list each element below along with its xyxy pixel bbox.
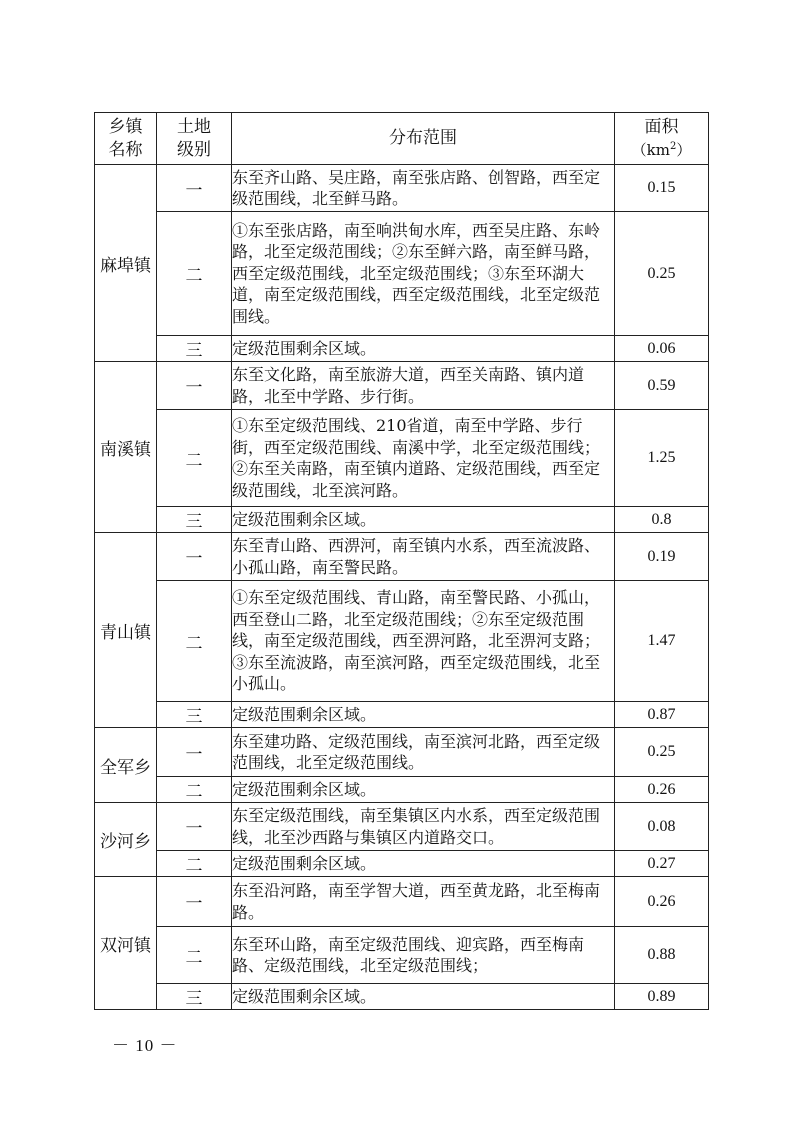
table-row <box>95 877 709 927</box>
land-grade-table <box>94 112 709 1010</box>
header-area-unit <box>615 139 708 162</box>
area-cell: 0.8 <box>615 507 709 533</box>
town-name: 双河镇 <box>95 877 157 1010</box>
range-cell: 定级范围剩余区域。 <box>232 702 615 728</box>
table-row <box>95 927 709 984</box>
header-town-line2: 名称 <box>108 139 143 160</box>
grade-cell: 三 <box>157 702 232 728</box>
area-cell: 0.25 <box>615 212 709 336</box>
header-area-line1: 面积 <box>644 116 679 137</box>
area-cell: 0.19 <box>615 533 709 581</box>
range-cell: 定级范围剩余区域。 <box>232 984 615 1010</box>
header-town-line1: 乡镇 <box>108 116 143 137</box>
table-row <box>95 851 709 877</box>
table-row <box>95 362 709 410</box>
range-cell: ①东至张店路，南至响洪甸水库，西至吴庄路、东岭路，北至定级范围线；②东至鲜六路，南至鲜马路，西至定级范围线，北至定级范围线；③东至环湖大道，南至定级范围线，西至定级范围线，北至定级范围线。 <box>232 212 615 336</box>
area-cell: 0.88 <box>615 927 709 984</box>
table-row <box>95 212 709 336</box>
grade-cell: 二 <box>157 212 232 336</box>
area-cell: 0.27 <box>615 851 709 877</box>
header-grade-line1: 土地 <box>177 116 211 137</box>
grade-cell: 二 <box>157 851 232 877</box>
town-name: 青山镇 <box>95 533 157 728</box>
table-row <box>95 777 709 803</box>
header-town <box>95 113 157 165</box>
grade-cell: 三 <box>157 336 232 362</box>
town-name: 南溪镇 <box>95 362 157 533</box>
area-cell: 0.26 <box>615 877 709 927</box>
range-cell: 定级范围剩余区域。 <box>232 777 615 803</box>
grade-cell: 一 <box>157 728 232 777</box>
header-range: 分布范围 <box>232 113 615 165</box>
table-row <box>95 533 709 581</box>
town-name: 麻埠镇 <box>95 165 157 362</box>
range-cell: 东至青山路、西淠河，南至镇内水系，西至流波路、小孤山路，南至警民路。 <box>232 533 615 581</box>
area-cell: 1.47 <box>615 581 709 702</box>
grade-cell: 二 <box>157 581 232 702</box>
grade-cell: 三 <box>157 507 232 533</box>
table-row <box>95 410 709 507</box>
grade-cell: 一 <box>157 165 232 212</box>
grade-cell: 三 <box>157 984 232 1010</box>
town-name: 全军乡 <box>95 728 157 803</box>
table-row <box>95 702 709 728</box>
town-name: 沙河乡 <box>95 803 157 877</box>
table-row <box>95 728 709 777</box>
range-cell: 东至沿河路，南至学智大道，西至黄龙路，北至梅南路。 <box>232 877 615 927</box>
page-number: － 10 － <box>112 1036 178 1055</box>
range-cell: 东至建功路、定级范围线，南至滨河北路，西至定级范围线，北至定级范围线。 <box>232 728 615 777</box>
grade-cell: 二 <box>157 777 232 803</box>
range-cell: ①东至定级范围线、青山路，南至警民路、小孤山，西至登山二路，北至定级范围线；②东至定级范围线，南至定级范围线，西至淠河路，北至淠河支路；③东至流波路，南至滨河路，西至定级范围线，北至小孤山。 <box>232 581 615 702</box>
table-row <box>95 581 709 702</box>
range-cell: 东至齐山路、吴庄路，南至张店路、创智路，西至定级范围线，北至鲜马路。 <box>232 165 615 212</box>
range-cell: 定级范围剩余区域。 <box>232 507 615 533</box>
area-cell: 0.25 <box>615 728 709 777</box>
range-cell: 东至环山路，南至定级范围线、迎宾路，西至梅南路、定级范围线，北至定级范围线； <box>232 927 615 984</box>
area-cell: 0.87 <box>615 702 709 728</box>
header-grade <box>157 113 232 165</box>
table-row <box>95 984 709 1010</box>
header-grade-line2: 级别 <box>177 139 211 160</box>
area-cell: 0.59 <box>615 362 709 410</box>
range-cell: ①东至定级范围线、210省道，南至中学路、步行街，西至定级范围线、南溪中学，北至定级范围线；②东至关南路，南至镇内道路、定级范围线，西至定级范围线，北至滨河路。 <box>232 410 615 507</box>
area-cell: 0.08 <box>615 803 709 851</box>
unit-close: ） <box>676 140 692 159</box>
table-row <box>95 507 709 533</box>
grade-cell: 二 <box>157 927 232 984</box>
area-cell: 0.06 <box>615 336 709 362</box>
range-cell: 定级范围剩余区域。 <box>232 336 615 362</box>
range-cell: 东至文化路，南至旅游大道，西至关南路、镇内道路，北至中学路、步行街。 <box>232 362 615 410</box>
grade-cell: 一 <box>157 533 232 581</box>
table-row <box>95 336 709 362</box>
area-cell: 0.26 <box>615 777 709 803</box>
unit-superscript: 2 <box>669 140 677 152</box>
grade-cell: 一 <box>157 803 232 851</box>
header-area <box>615 113 709 165</box>
area-cell: 1.25 <box>615 410 709 507</box>
range-cell: 东至定级范围线，南至集镇区内水系，西至定级范围线，北至沙西路与集镇区内道路交口。 <box>232 803 615 851</box>
range-cell: 定级范围剩余区域。 <box>232 851 615 877</box>
table-row <box>95 165 709 212</box>
grade-cell: 一 <box>157 877 232 927</box>
grade-cell: 二 <box>157 410 232 507</box>
area-cell: 0.89 <box>615 984 709 1010</box>
area-cell: 0.15 <box>615 165 709 212</box>
table-header-row <box>95 113 709 165</box>
table-row <box>95 803 709 851</box>
grade-cell: 一 <box>157 362 232 410</box>
unit-open: （km <box>631 140 670 159</box>
